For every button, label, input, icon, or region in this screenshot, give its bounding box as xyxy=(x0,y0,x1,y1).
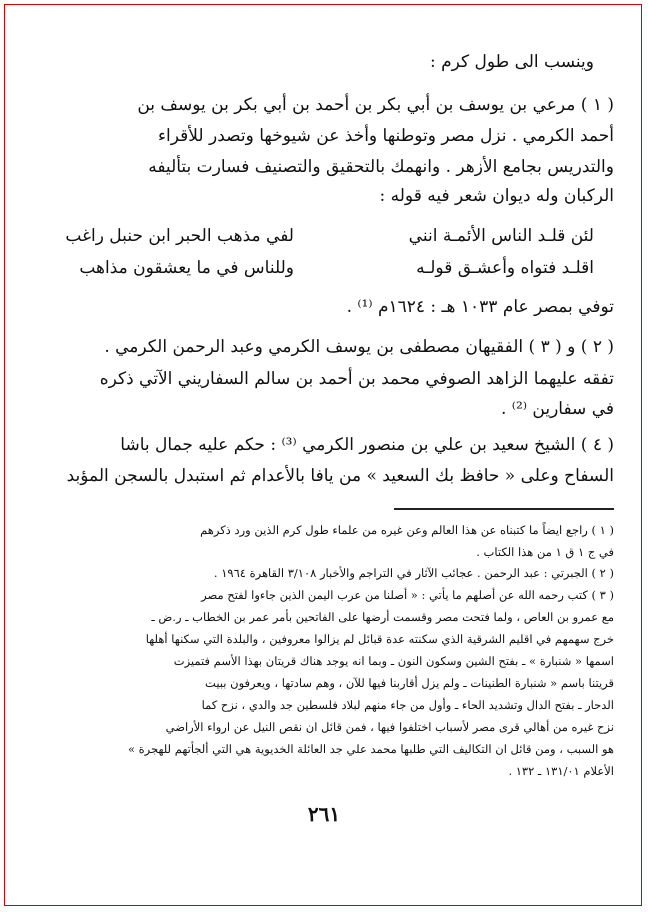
body-line: أحمد الكرمي . نزل مصر وتوطنها وأخذ عن شيوخها وتصدر للأقراء xyxy=(158,126,614,146)
footnote-line: في ج ١ ق ١ من هذا الكتاب . xyxy=(476,545,614,559)
body-line: السفاح وعلى « حافظ بك السعيد » من يافا بالأعدام ثم استبدل بالسجن المؤبد xyxy=(66,466,614,486)
footnote-line: ( ٣ ) كتب رحمه الله عن أصلهم ما يأتي : « أصلنا من عرب اليمن الذين جاءوا لفتح مصر xyxy=(201,588,614,602)
verse-second-hemistich: وللناس في ما يعشقون مذاهب xyxy=(79,258,294,278)
body-line: في سفارين ⁽²⁾ . xyxy=(501,399,614,419)
footnote-line: اسمها « شنبارة » ـ بفتح الشين وسكون النون ـ وبما انه يوجد هناك قريتان بهذا الأسم فتميزت xyxy=(173,654,614,668)
footnote-line: قريتنا باسم « شنبارة الطنينات ـ ولم يزل أقاربنا فيها للآن ، وهم سادتها ، ويعرفون ببيت xyxy=(205,676,614,690)
verse-first-hemistich: لئن قلـد الناس الأئمـة انني xyxy=(408,226,594,246)
body-line: ( ٤ ) الشيخ سعيد بن علي بن منصور الكرمي ⁽³⁾ : حكم عليه جمال باشا xyxy=(120,435,614,455)
footnote-line: مع عمرو بن العاص ، ولما فتحت مصر وقسمت أرضها على الفاتحين بأمر عمر بن الخطاب ـ ر.ض ـ xyxy=(151,610,614,624)
body-line: توفي بمصر عام ١٠٣٣ هـ : ١٦٢٤م ⁽¹⁾ . xyxy=(346,297,614,317)
page-number: ٢٦١ xyxy=(307,802,341,826)
body-line: الركبان وله ديوان شعر فيه قوله : xyxy=(379,186,614,206)
footnote-line: ( ١ ) راجع ايضاً ما كتبناه عن هذا العالم وعن غيره من علماء طول كرم الذين ورد ذكرهم xyxy=(200,523,614,537)
footnote-line: الدحار ـ بفتح الدال وتشديد الحاء ـ وأول من جاء منهم لبلاد فلسطين جد والدي ، نزح كما xyxy=(201,698,614,712)
body-line: والتدريس بجامع الأزهر . وانهمك بالتحقيق والتصنيف فسارت بتأليفه xyxy=(148,157,614,177)
body-line: تفقه عليهما الزاهد الصوفي محمد بن أحمد بن سالم السفاريني الآتي ذكره xyxy=(99,369,614,389)
footnote-line: نزح غيره من أهالي قرى مصر لأسباب اختلفوا فيها ، فمن قائل ان نقص النيل عن ارواء الأراضي xyxy=(165,720,614,734)
footnote-line: خرج سهمهم في اقليم الشرقية الذي سكنته عدة قبائل لم يزالوا معروفين ، والبلدة التي سكنها أهلها xyxy=(145,632,614,646)
footnote-line: هو السبب ، ومن قائل ان التكاليف التي طلبها محمد علي جد العائلة الخديوية هي التي ألجأتهم للهجرة » xyxy=(127,742,614,756)
verse-first-hemistich: اقلـد فتواه وأعشـق قولـه xyxy=(416,258,594,278)
verse-second-hemistich: لفي مذهب الحبر ابن حنبل راغب xyxy=(65,226,294,246)
footnote-line: الأعلام ١٣١/٠١ ـ ١٣٢ . xyxy=(508,764,614,778)
footnote-separator xyxy=(394,508,614,510)
body-line: ( ١ ) مرعي بن يوسف بن أبي بكر بن أحمد بن أبي بكر بن يوسف بن xyxy=(137,95,614,115)
footnote-line: ( ٢ ) الجبرتي : عبد الرحمن . عجائب الآثار في التراجم والأخبار ٣/١٠٨ القاهرة ١٩٦٤ . xyxy=(213,566,614,580)
document-page xyxy=(14,6,634,896)
section-heading: وينسب الى طول كرم : xyxy=(429,52,594,72)
body-line: ( ٢ ) و ( ٣ ) الفقيهان مصطفى بن يوسف الكرمي وعبد الرحمن الكرمي . xyxy=(104,337,614,357)
